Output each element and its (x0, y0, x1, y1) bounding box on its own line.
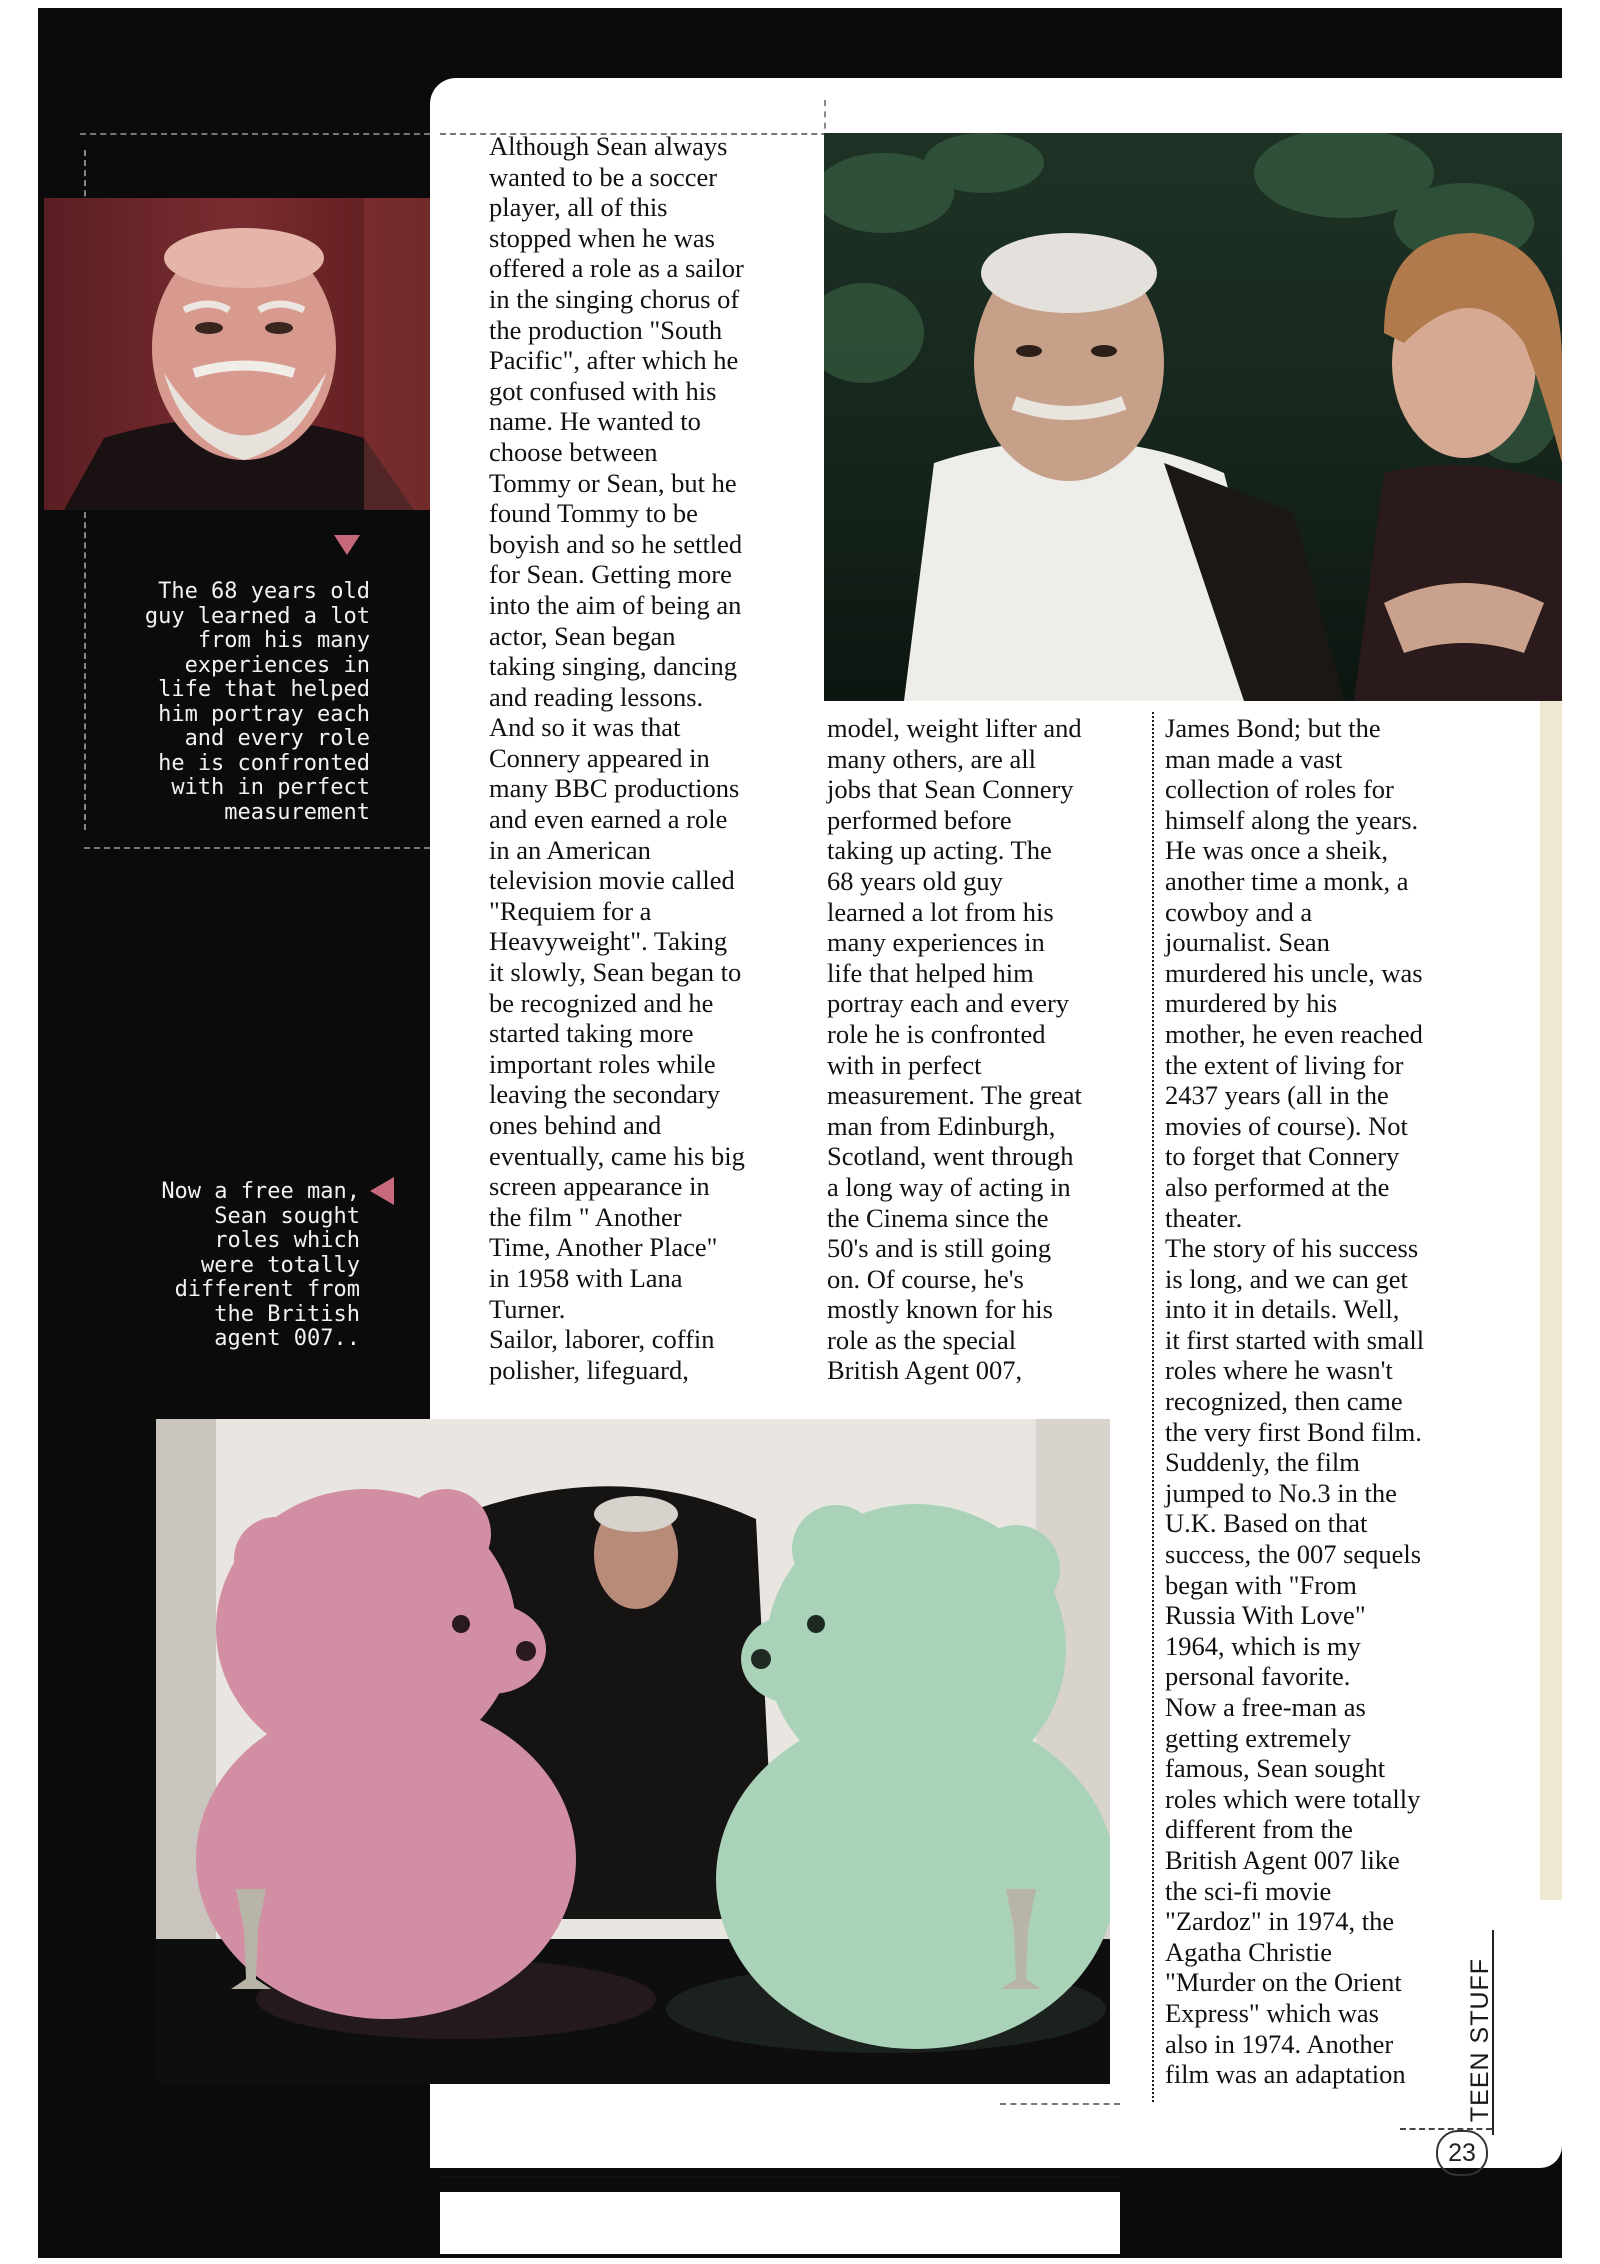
column-rule (1152, 712, 1154, 2102)
page-number-rule (1400, 2128, 1492, 2130)
page-number: 23 (1436, 2130, 1488, 2176)
article-column-2: model, weight lifter and many others, are all jobs that Sean Connery performed before taking up acting. The 68 years old guy learned a lot from his many experiences in life that helped him portray each and every role he is confronted with in perfect measurement. The great man from Edinburgh, Scotland, went through a long way of acting in the Cinema since the 50's and is still going on. Of course, he's mostly known for his role as the special British Agent 007, (827, 713, 1082, 1386)
teddy-bears-photo (156, 1419, 1110, 2084)
triangle-left-icon (370, 1177, 394, 1205)
page-edge (1540, 700, 1562, 1900)
section-label: TEEN STUFF (1466, 1957, 1494, 2123)
bottom-strip (440, 2192, 1120, 2254)
triangle-down-icon (334, 535, 360, 555)
frame-dash-bottom (1000, 2103, 1120, 2105)
frame-dash-top-left (80, 133, 430, 135)
portrait-caption: The 68 years old guy learned a lot from his many experiences in life that helped him portray each and every role he is confronted with in perfect measurement (144, 579, 370, 825)
article-column-3: James Bond; but the man made a vast collection of roles for himself along the years. He was once a sheik, another time a monk, a cowboy and a journalist. Sean murdered his uncle, was murdered by his mother, he even reached the extent of living for 2437 years (all in the movies of course). Not to forget that Connery also performed at the theater. The story of his success is long, and we can get into it in details. Well, it first started with small roles where he wasn't recognized, then came the very first Bond film. Suddenly, the film jumped to No.3 in the U.K. Based on that success, the 007 sequels began with "From Russia With Love" 1964, which is my personal favorite. Now a free-man as getting extremely famous, Sean sought roles which were totally different from the British Agent 007 like the sci-fi movie "Zardoz" in 1974, the Agatha Christie "Murder on the Orient Express" which was also in 1974. Another film was an adaptation (1165, 713, 1425, 2090)
bottom-divider (440, 2176, 1120, 2178)
portrait-photo (44, 198, 430, 510)
film-still-photo (824, 133, 1562, 701)
free-man-caption: Now a free man, Sean sought roles which were totally different from the British agent 007.. (161, 1179, 360, 1351)
frame-dash-mid (84, 847, 430, 849)
article-column-1: Although Sean always wanted to be a soccer player, all of this stopped when he was offered a role as a sailor in the singing chorus of the production "South Pacific", after which he got confused with his name. He wanted to choose between Tommy or Sean, but he found Tommy to be boyish and so he settled for Sean. Getting more into the aim of being an actor, Sean began taking singing, dancing and reading lessons. And so it was that Connery appeared in many BBC productions and even earned a role in an American television movie called "Requiem for a Heavyweight". Taking it slowly, Sean began to be recognized and he started taking more important roles while leaving the secondary ones behind and eventually, came his big screen appearance in the film " Another Time, Another Place" in 1958 with Lana Turner. Sailor, laborer, coffin polisher, lifeguard, (489, 131, 745, 1385)
